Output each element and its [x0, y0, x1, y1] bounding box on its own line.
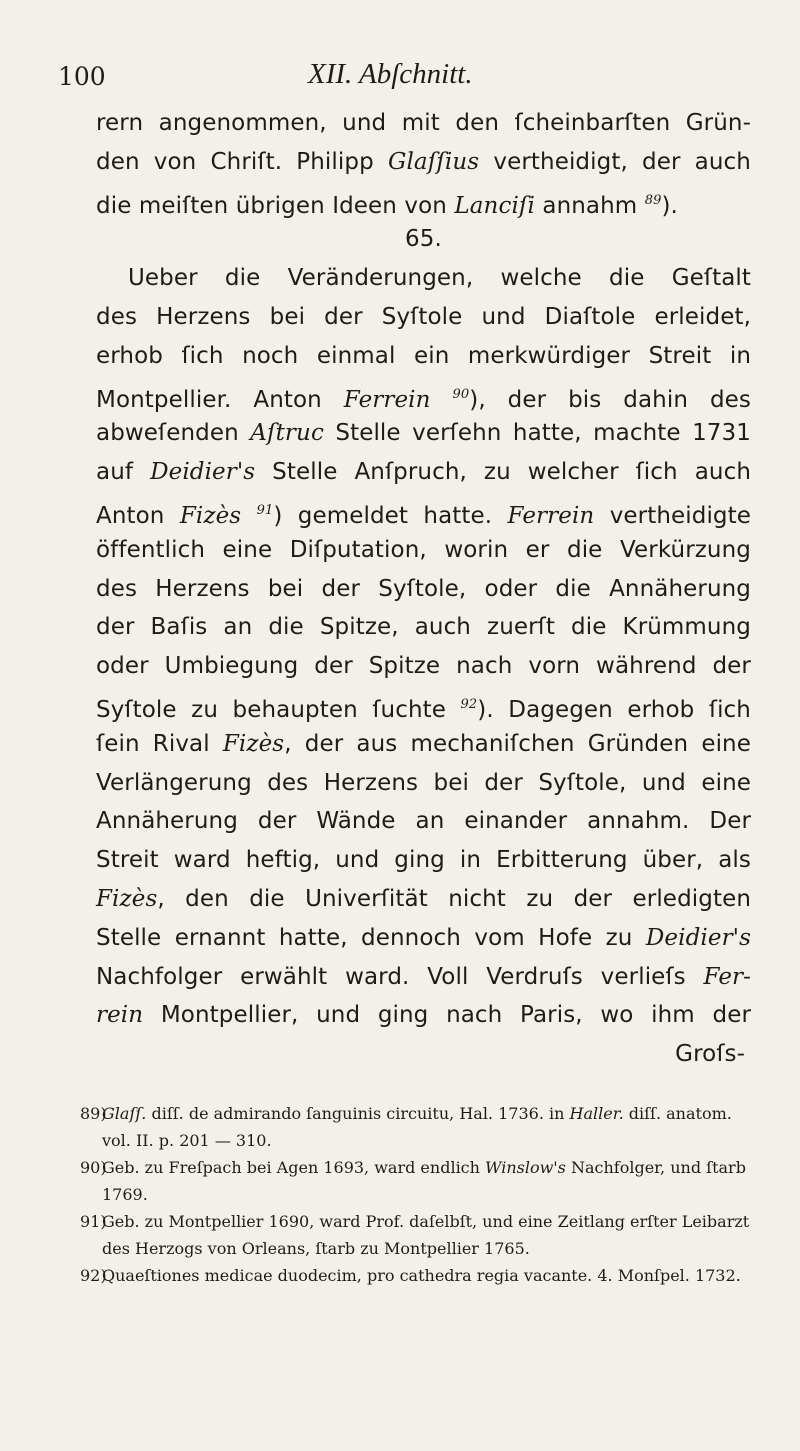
text-line: öffentlich eine Diſputation, worin er die Verkürzung — [96, 536, 751, 563]
author-name: Fizès — [179, 502, 242, 529]
text-line: Ueber die Veränderungen, welche die Geſtalt — [128, 265, 751, 292]
text-line: erhob ſich noch einmal ein merkwürdiger Streit in — [96, 342, 751, 369]
footnote-number: 92) — [80, 1266, 107, 1285]
main-text — [96, 104, 751, 1074]
text-line: des Herzens bei der Syſtole und Diaſtole erleidet, — [96, 303, 751, 330]
footnote-number: 91) — [80, 1212, 107, 1231]
footnote-ref: 89 — [644, 192, 662, 208]
author-name: Deidier's — [645, 924, 751, 951]
text-line: Stelle ernannt hatte, dennoch vom Hofe zu Deidier's — [96, 924, 751, 951]
footnote — [80, 1208, 752, 1262]
footnote — [80, 1154, 752, 1208]
author-name: Ferrein — [507, 502, 595, 529]
author-name: Fizès — [222, 730, 285, 757]
text-line: Annäherung der Wände an einander annahm. Der — [96, 808, 751, 835]
text-line: Verlängerung des Herzens bei der Syſtole, und eine — [96, 769, 751, 796]
author-name: Glaſſius — [387, 148, 480, 175]
author-name: rein — [96, 1002, 144, 1029]
footnote-number: 90) — [80, 1158, 107, 1177]
footnote-ref: 90 — [452, 386, 470, 402]
text-line: oder Umbiegung der Spitze nach vorn während der — [96, 653, 751, 680]
page-number: 100 — [58, 62, 106, 91]
text-line: rein Montpellier, und ging nach Paris, wo ihm der — [96, 1002, 751, 1029]
text-line: die meiſten übrigen Ideen von Lanciſi annahm $^{89}$). — [96, 192, 678, 219]
text-line: Montpellier. Anton Ferrein $^{90}$), der bis dahin des — [96, 386, 751, 413]
author-name: Fizès — [96, 885, 158, 912]
text-line: abweſenden Aſtruc Stelle verſehn hatte, machte 1731 — [96, 420, 751, 447]
footnote-text: Quaeſtiones medicae duodecim, pro cathedra regia vacante. 4. Monſpel. 1732. — [102, 1266, 741, 1285]
page-header — [58, 58, 748, 98]
footnote-text: Glaſſ. diſſ. de admirando ſanguinis circuitu, Hal. 1736. in Haller. diſſ. anatom. vol. II. p. 201 — 310. — [102, 1104, 732, 1150]
text-line: der Baſis an die Spitze, auch zuerſt die Krümmung — [96, 614, 751, 641]
footnote-text: Geb. zu Montpellier 1690, ward Prof. daſelbſt, und eine Zeitlang erſter Leibarzt des Herzogs von Orleans, ſtarb zu Montpellier 1765. — [102, 1212, 750, 1258]
author-name: Ferrein — [343, 386, 431, 413]
footnote-ref: 92 — [460, 696, 478, 712]
section-number: 65. — [405, 226, 442, 253]
text-line: Nachfolger erwählt ward. Voll Verdruſs verlieſs Fer- — [96, 963, 751, 990]
text-line: rern angenommen, und mit den ſcheinbarſten Grün- — [96, 110, 751, 136]
catchword: Groſs- — [675, 1041, 745, 1068]
author-name: Fer- — [703, 963, 751, 990]
footnote — [80, 1100, 752, 1154]
footnote-ref: 91 — [256, 502, 274, 518]
author-name: Aſtruc — [250, 420, 324, 447]
footnote-text: Geb. zu Freſpach bei Agen 1693, ward endlich Winslow's Nachfolger, und ſtarb 1769. — [102, 1158, 746, 1204]
text-line: ſein Rival Fizès, der aus mechaniſchen Gründen eine — [96, 730, 751, 757]
text-line: Fizès, den die Univerſität nicht zu der erledigten — [96, 885, 751, 912]
footnote-number: 89) — [80, 1104, 107, 1123]
footnote — [80, 1262, 752, 1289]
text-line: Anton Fizès $^{91}$) gemeldet hatte. Ferrein vertheidigte — [96, 502, 752, 529]
running-title: XII. Abſchnitt. — [308, 58, 473, 90]
text-line: Streit ward heftig, und ging in Erbitterung über, als — [96, 847, 751, 874]
text-line: auf Deidier's Stelle Anſpruch, zu welcher ſich auch — [96, 459, 752, 486]
text-line: Syſtole zu behaupten ſuchte $^{92}$). Dagegen erhob ſich — [96, 696, 751, 723]
text-line: den von Chriſt. Philipp Glaſſius vertheidigt, der auch — [96, 148, 751, 175]
text-line: des Herzens bei der Syſtole, oder die Annäherung — [96, 575, 751, 602]
author-name: Lanciſi — [454, 192, 535, 219]
author-name: Deidier's — [150, 459, 256, 486]
footnotes — [80, 1100, 752, 1289]
